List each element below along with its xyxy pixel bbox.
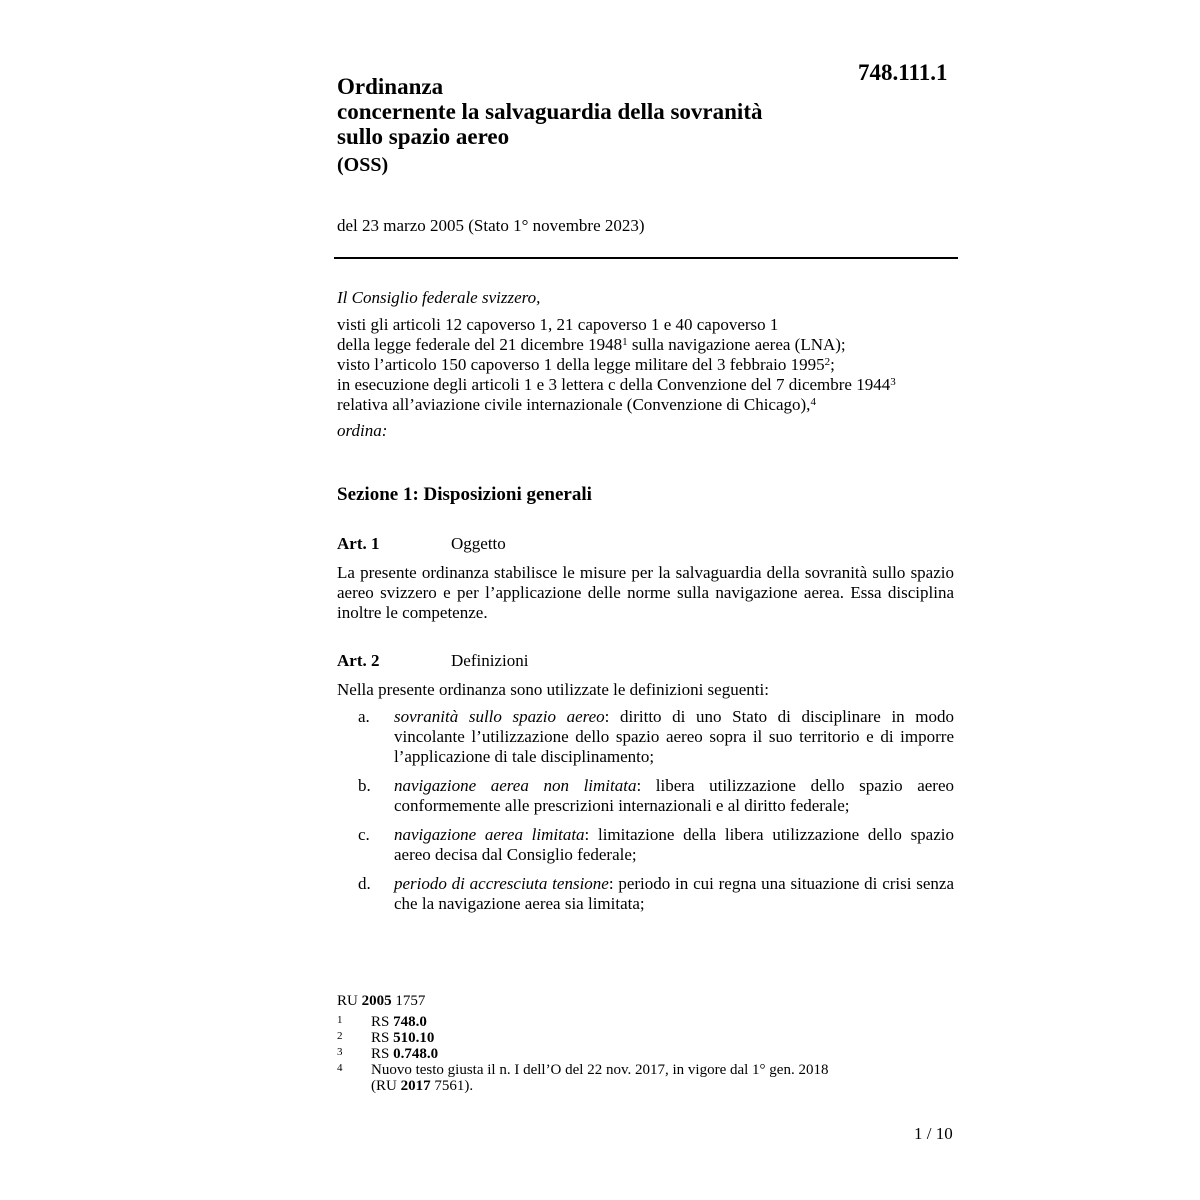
document-title xyxy=(337,74,762,149)
title-line: sullo spazio aereo xyxy=(337,124,510,149)
title-line: concernente la salvaguardia della sovranità xyxy=(337,99,763,124)
footnotes xyxy=(337,1014,828,1094)
article-number: Art. 2 xyxy=(337,651,380,670)
title-line: Ordinanza xyxy=(337,74,444,99)
article-intro: Nella presente ordinanza sono utilizzate le definizioni seguenti: xyxy=(337,680,769,699)
footnote-number: 1 xyxy=(337,1014,343,1026)
footnote-link[interactable]: 2017 xyxy=(400,1078,431,1094)
list-letter: b. xyxy=(358,776,371,795)
footnote: 2 RS 510.10 xyxy=(337,1030,435,1046)
preamble-line: visto l’articolo 150 capoverso 1 della legge militare del 3 febbraio 1995$^2$; xyxy=(337,355,835,374)
footnote-ref[interactable]: 2 xyxy=(824,356,831,368)
defined-term: periodo di accresciuta tensione xyxy=(394,874,609,893)
preamble-line: della legge federale del 21 dicembre 1948$^1$ sulla navigazione aerea (LNA); xyxy=(337,335,846,354)
header-divider xyxy=(334,257,958,259)
footnote-link[interactable]: 510.10 xyxy=(393,1030,435,1046)
list-letter: d. xyxy=(358,874,371,893)
list-item xyxy=(337,776,954,816)
document-abbreviation: (OSS) xyxy=(337,154,389,176)
article-text: La presente ordinanza stabilisce le misure per la salvaguardia della sovranità sullo spazio aereo svizzero e per l’applicazione delle norme sulla navigazione aerea. Essa disciplina inoltre le competenze. xyxy=(337,563,954,622)
list-item xyxy=(337,874,954,914)
preamble xyxy=(337,288,977,441)
official-compilation-reference: RU 2005 1757 xyxy=(337,993,426,1009)
section-heading: Sezione 1: Disposizioni generali xyxy=(337,484,592,505)
preamble-authority: Il Consiglio federale svizzero, xyxy=(337,288,541,307)
list-item xyxy=(337,707,954,767)
article-heading xyxy=(337,534,506,554)
page-number: 1 / 10 xyxy=(914,1124,953,1143)
footnote-ref[interactable]: 3 xyxy=(890,376,896,388)
footnote-ref[interactable]: 4 xyxy=(810,396,816,408)
footnote-number: 2 xyxy=(337,1030,343,1042)
footnote-link[interactable]: 748.0 xyxy=(393,1014,427,1030)
defined-term: navigazione aerea non limitata xyxy=(394,776,637,795)
footnote-number: 4 xyxy=(337,1062,343,1074)
definition-text: : libera utilizzazione dello spazio aereo conformemente alle prescrizioni internazionali e al diritto federale; xyxy=(394,776,955,815)
article-title: Definizioni xyxy=(451,651,529,670)
list-letter: a. xyxy=(358,707,370,726)
article-number: Art. 1 xyxy=(337,534,380,553)
article-title: Oggetto xyxy=(451,534,506,553)
definition-text: : diritto di uno Stato di disciplinare in modo vincolante l’utilizzazione dello spazio aereo sopra il suo territorio e di imporre l’applicazione di tale disciplinamento; xyxy=(394,707,955,766)
document-date: del 23 marzo 2005 (Stato 1° novembre 2023) xyxy=(337,216,645,235)
sr-number: 748.111.1 xyxy=(858,60,948,85)
footnote: 4 Nuovo testo giusta il n. I dell’O del 22 nov. 2017, in vigore dal 1° gen. 2018 (RU 2017 7561). xyxy=(337,1062,829,1094)
footnote: 1 RS 748.0 xyxy=(337,1014,427,1030)
footnote-ref[interactable]: 1 xyxy=(622,336,628,348)
definitions-list xyxy=(337,707,954,923)
defined-term: sovranità sullo spazio aereo xyxy=(394,707,605,726)
list-item xyxy=(337,825,954,865)
definition-text: : limitazione della libera utilizzazione dello spazio aereo decisa dal Consiglio federale; xyxy=(394,825,954,864)
preamble-line: in esecuzione degli articoli 1 e 3 lettera c della Convenzione del 7 dicembre 1944$^3$ xyxy=(337,375,896,394)
preamble-line: relativa all’aviazione civile internazionale (Convenzione di Chicago),$^4$ xyxy=(337,395,816,414)
footnote-number: 3 xyxy=(337,1046,343,1058)
preamble-line: visti gli articoli 12 capoverso 1, 21 capoverso 1 e 40 capoverso 1 xyxy=(337,315,779,334)
defined-term: navigazione aerea limitata xyxy=(394,825,585,844)
article-heading xyxy=(337,651,528,671)
footnote-link[interactable]: 0.748.0 xyxy=(393,1046,439,1062)
list-letter: c. xyxy=(358,825,370,844)
preamble-decree: ordina: xyxy=(337,421,388,440)
definition-text: : periodo in cui regna una situazione di crisi senza che la navigazione aerea sia limitata; xyxy=(394,874,954,913)
footnote: 3 RS 0.748.0 xyxy=(337,1046,439,1062)
